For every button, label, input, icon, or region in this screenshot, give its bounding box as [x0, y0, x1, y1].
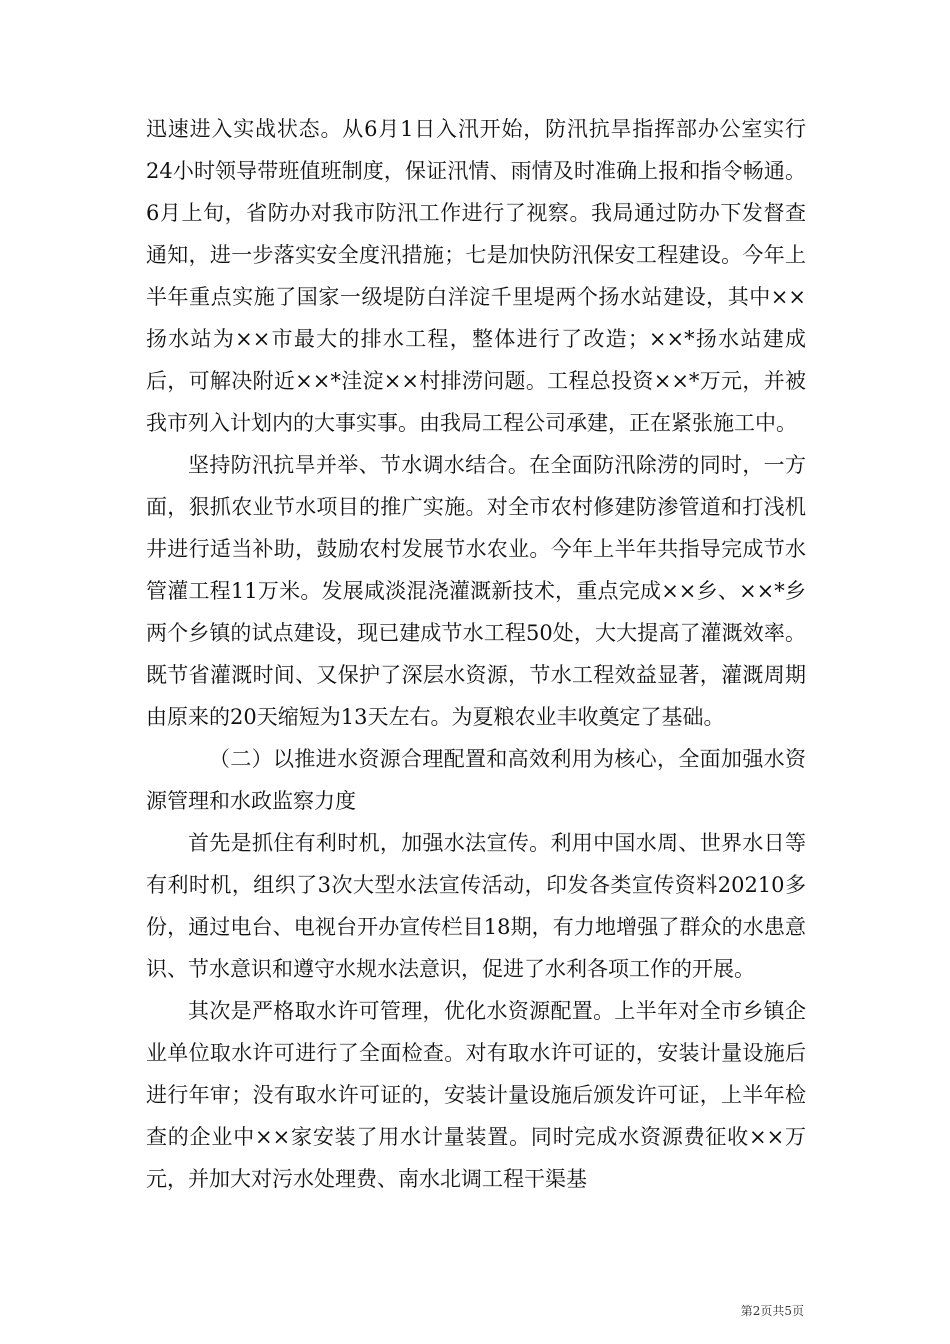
- paragraph-water-permit: 其次是严格取水许可管理，优化水资源配置。上半年对全市乡镇企业单位取水许可进行了全面检查。对有取水许可证的，安装计量设施后进行年审；没有取水许可证的，安装计量设施后颁发许可证，上半年检查的企业中××家安装了用水计量装置。同时完成水资源费征收××万元，并加大对污水处理费、南水北调工程干渠基: [146, 999, 806, 1191]
- document-body: [146, 108, 806, 1200]
- section-heading-2: （二）以推进水资源合理配置和高效利用为核心，全面加强水资源管理和水政监察力度: [146, 747, 806, 813]
- paragraph-flood-drought: 坚持防汛抗旱并举、节水调水结合。在全面防汛除涝的同时，一方面，狠抓农业节水项目的推广实施。对全市农村修建防渗管道和打浅机井进行适当补助，鼓励农村发展节水农业。今年上半年共指导完成节水管灌工程11万米。发展咸淡混浇灌溉新技术，重点完成××乡、××*乡两个乡镇的试点建设，现已建成节水工程50处，大大提高了灌溉效率。既节省灌溉时间、又保护了深层水资源，节水工程效益显著，灌溉周期由原来的20天缩短为13天左右。为夏粮农业丰收奠定了基础。: [146, 453, 806, 729]
- paragraph-continued: 迅速进入实战状态。从6月1日入汛开始，防汛抗旱指挥部办公室实行24小时领导带班值班制度，保证汛情、雨情及时准确上报和指令畅通。6月上旬，省防办对我市防汛工作进行了视察。我局通过防办下发督查通知，进一步落实安全度汛措施；七是加快防汛保安工程建设。今年上半年重点实施了国家一级堤防白洋淀千里堤两个扬水站建设，其中××扬水站为××市最大的排水工程，整体进行了改造；××*扬水站建成后，可解决附近××*洼淀××村排涝问题。工程总投资××*万元，并被我市列入计划内的大事实事。由我局工程公司承建，正在紧张施工中。: [146, 117, 806, 435]
- paragraph-water-law-publicity: 首先是抓住有利时机，加强水法宣传。利用中国水周、世界水日等有利时机，组织了3次大型水法宣传活动，印发各类宣传资料20210多份，通过电台、电视台开办宣传栏目18期，有力地增强了群众的水患意识、节水意识和遵守水规水法意识，促进了水利各项工作的开展。: [146, 831, 806, 981]
- page-number: 第2页共5页: [740, 1304, 804, 1318]
